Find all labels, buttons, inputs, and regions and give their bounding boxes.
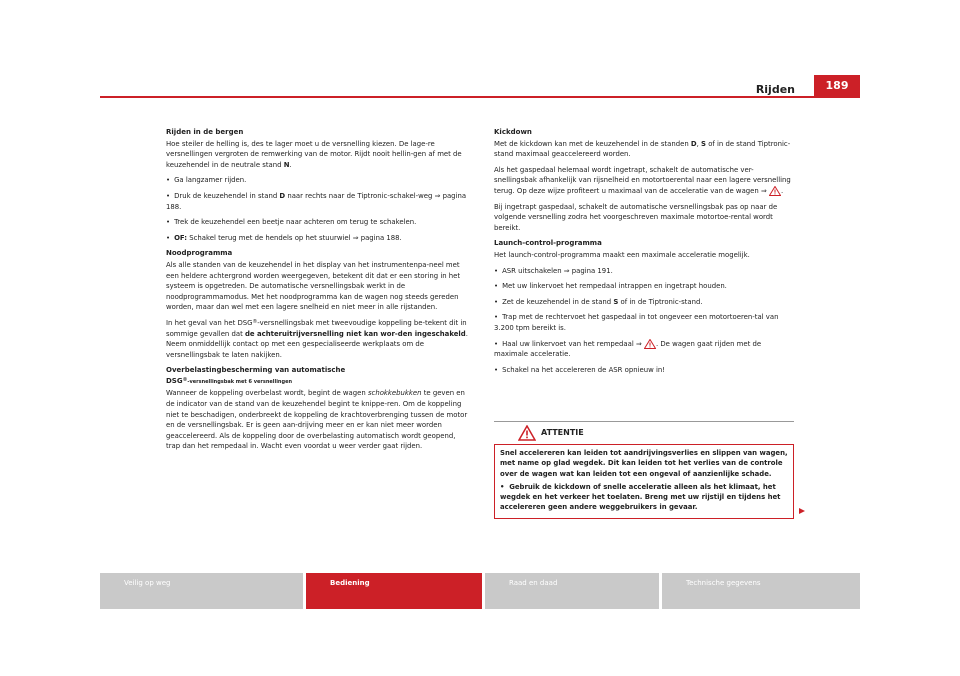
attention-paragraph: Snel accelereren kan leiden tot aandrijvingsverlies en slippen van wagen, met name op glad wegdek. Dit kan leiden tot het verlies van de controle over de wagen wat kan leiden tot een ongeval of aanzienlijke schade. — [500, 449, 788, 478]
right-column — [494, 127, 794, 380]
list-item: • Zet de keuzehendel in de stand S of in de Tiptronic-stand. — [494, 297, 703, 306]
list-item: • Schakel na het accelereren de ASR opnieuw in! — [494, 365, 666, 374]
page-number: 189 — [814, 75, 860, 96]
section-title-nood: Noodprogramma — [166, 249, 233, 258]
warning-triangle-icon[interactable] — [644, 339, 656, 349]
continue-arrow-icon — [798, 507, 806, 515]
list-item: • Trap met de rechtervoet het gaspedaal in tot ongeveer een motortoeren-tal van 3.200 tpm bereikt is. — [494, 313, 779, 332]
chapter-title: Rijden — [755, 83, 795, 96]
paragraph-kickdown-2: Als het gaspedaal helemaal wordt ingetrapt, schakelt de automatische ver-snellingsbak afhankelijk van rijsnelheid en motortoerental naar een lagere versnelling terug. Op deze wijze profiteert u maximaal van de acceleratie van de wagen ⇒ . — [494, 165, 791, 195]
paragraph-dsg: In het geval van het DSG®-versnellingsbak met tweevoudige koppeling be-tekent dit in sommige gevallen dat de achteruitrijversnelling niet kan wor-den ingeschakeld. Neem onmiddellijk contact op met een gespecialiseerde werkplaats om de versnellingsbak te laten nakijken. — [166, 318, 468, 359]
tab-bediening[interactable]: Bediening — [306, 573, 482, 609]
paragraph-nood: Als alle standen van de keuzehendel in het display van het instrumentenpa-neel met een heldere achtergrond worden weergegeven, betekent dit dat er een storing in het systeem is opgetreden. De automatische versnellingsbak werkt in de noodprogrammamodus. Met het noodprogramma kan de wagen nog steeds gereden worden, maar dan wel met een lagere snelheid en niet meer in alle rijstanden. — [166, 260, 461, 312]
footer-nav — [100, 573, 860, 609]
paragraph-kickdown: Met de kickdown kan met de keuzehendel in de standen D, S of in de stand Tiptronic-stand maximaal geaccelereerd worden. — [494, 139, 791, 159]
attention-header — [494, 421, 794, 444]
section-title-bergen: Rijden in de bergen — [166, 128, 244, 136]
tab-technische-gegevens[interactable]: Technische gegevens — [662, 573, 860, 609]
attention-title: ATTENTIE — [541, 428, 584, 437]
left-column — [166, 127, 469, 457]
section-title-launch: Launch-control-programma — [494, 239, 602, 248]
list-item: • Druk de keuzehendel in stand D naar rechts naar de Tiptronic-schakel-weg ⇒ pagina 188. — [166, 191, 467, 211]
list-item: • OF: Schakel terug met de hendels op het stuurwiel ⇒ pagina 188. — [166, 233, 402, 242]
attention-box — [494, 421, 794, 519]
tab-veilig-op-weg[interactable]: Veilig op weg — [100, 573, 303, 609]
section-title-kickdown: Kickdown — [494, 128, 532, 136]
attention-paragraph: • Gebruik de kickdown of snelle acceleratie alleen als het klimaat, het wegdek en het verkeer het toelaten. Breng met uw rijstijl en tijdens het accelereren geen andere weggebruikers in gevaar. — [500, 482, 781, 512]
paragraph-launch: Het launch-control-programma maakt een maximale acceleratie mogelijk. — [494, 250, 750, 259]
tab-raad-en-daad[interactable]: Raad en daad — [485, 573, 659, 609]
warning-triangle-icon[interactable] — [769, 186, 781, 196]
warning-triangle-icon — [518, 425, 536, 441]
paragraph-overbelasting: Wanneer de koppeling overbelast wordt, begint de wagen schokkebukken te geven en de indicator van de stand van de keuzehendel begint te knippe-ren. Om de koppeling niet te beschadigen, onderbreekt de koppeling de krachtoverbrenging tussen de motor en de versnellingsbak. Er is geen aan-drijving meer en er kan niet meer worden geaccelereerd. Als de koppeling door de overbelasting automatisch wordt geopend, trap dan het rempedaal in. Wacht even voordat u weer verder gaat rijden. — [166, 389, 468, 451]
list-item: • Haal uw linkervoet van het rempedaal ⇒ . De wagen gaat rijden met de maximale acceleratie. — [494, 339, 762, 359]
list-item: • Met uw linkervoet het rempedaal intrappen en ingetrapt houden. — [494, 282, 727, 291]
paragraph-kickdown-3: Bij ingetrapt gaspedaal, schakelt de automatische versnellingsbak pas op naar de volgende versnelling zodra het voorgeschreven maximale motortoe-rental wordt bereikt. — [494, 202, 778, 232]
paragraph-bergen: Hoe steiler de helling is, des te lager moet u de versnelling kiezen. De lage-re versnellingen vergroten de remwerking van de motor. Rijdt nooit hellin-gen af met de keuzehendel in de neutrale stand N. — [166, 139, 462, 169]
section-title-overbelasting: Overbelastingbescherming van automatische DSG®-versnellingsbak met 6 versnellingen — [166, 366, 346, 385]
header-rule — [100, 96, 860, 98]
list-item: • Trek de keuzehendel een beetje naar achteren om terug te schakelen. — [166, 218, 417, 227]
attention-body — [494, 444, 794, 519]
list-item: • Ga langzamer rijden. — [166, 176, 247, 185]
list-item: • ASR uitschakelen ⇒ pagina 191. — [494, 266, 613, 275]
